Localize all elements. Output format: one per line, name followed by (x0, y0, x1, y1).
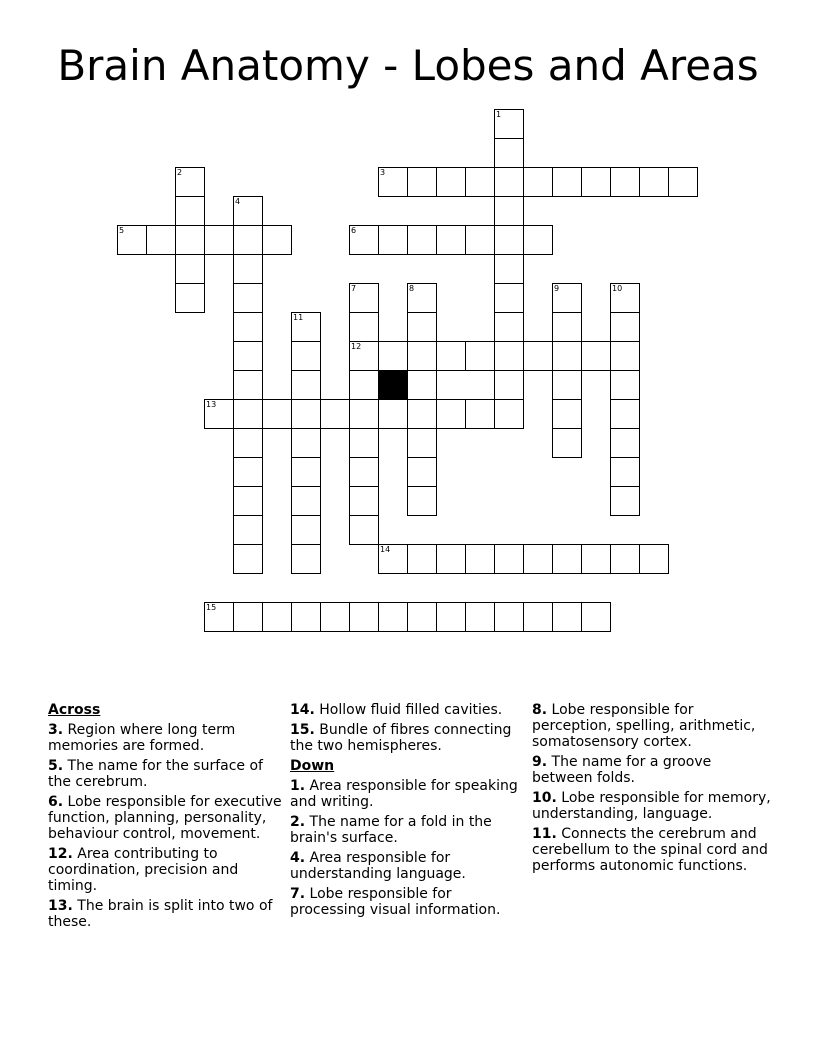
cell-number: 12 (351, 342, 362, 351)
clue-down-9 (532, 754, 772, 786)
grid-cell[interactable] (494, 196, 524, 226)
grid-cell[interactable] (378, 167, 408, 197)
clues-column-2 (290, 702, 525, 922)
grid-cell[interactable] (233, 312, 263, 342)
clue-down-2 (290, 814, 525, 846)
grid-cell[interactable] (523, 544, 553, 574)
grid-cell[interactable] (436, 544, 466, 574)
grid-cell[interactable] (378, 544, 408, 574)
grid-cell[interactable] (523, 341, 553, 371)
grid-cell[interactable] (233, 515, 263, 545)
grid-cell[interactable] (233, 254, 263, 284)
grid-cell[interactable] (175, 225, 205, 255)
grid-cell[interactable] (552, 283, 582, 313)
clue-text: The brain is split into two of these. (48, 898, 273, 930)
grid-cell[interactable] (610, 428, 640, 458)
black-square (378, 370, 408, 400)
clue-number: 10. (532, 790, 557, 806)
page-title: Brain Anatomy - Lobes and Areas (57, 41, 759, 90)
cell-number: 5 (119, 226, 125, 235)
grid-cell[interactable] (349, 428, 379, 458)
cell-number: 7 (351, 284, 357, 293)
grid-cell[interactable] (291, 341, 321, 371)
grid-cell[interactable] (407, 283, 437, 313)
clue-across-12 (48, 846, 283, 894)
cell-number: 9 (554, 284, 560, 293)
grid-cell[interactable] (610, 341, 640, 371)
grid-cell[interactable] (349, 602, 379, 632)
grid-cell[interactable] (523, 225, 553, 255)
grid-cell[interactable] (378, 341, 408, 371)
grid-cell[interactable] (494, 167, 524, 197)
clue-text: Area responsible for speaking and writing. (290, 778, 518, 810)
grid-cell[interactable] (610, 544, 640, 574)
clue-text: The name for a groove between folds. (532, 754, 712, 786)
grid-cell[interactable] (610, 312, 640, 342)
clue-text: Lobe responsible for processing visual information. (290, 886, 501, 918)
grid-cell[interactable] (407, 602, 437, 632)
grid-cell[interactable] (233, 370, 263, 400)
clue-number: 2. (290, 814, 306, 830)
grid-cell[interactable] (465, 544, 495, 574)
cell-number: 8 (409, 284, 415, 293)
clue-number: 9. (532, 754, 548, 770)
grid-cell[interactable] (291, 486, 321, 516)
grid-cell[interactable] (175, 254, 205, 284)
clue-down-1 (290, 778, 525, 810)
grid-cell[interactable] (581, 544, 611, 574)
grid-cell[interactable] (320, 602, 350, 632)
grid-cell[interactable] (262, 602, 292, 632)
grid-cell[interactable] (407, 370, 437, 400)
grid-cell[interactable] (494, 544, 524, 574)
clue-down-4 (290, 850, 525, 882)
grid-cell[interactable] (494, 399, 524, 429)
grid-cell[interactable] (291, 428, 321, 458)
across-header: Across (48, 702, 101, 718)
grid-cell[interactable] (349, 341, 379, 371)
grid-cell[interactable] (407, 225, 437, 255)
grid-cell[interactable] (436, 602, 466, 632)
clue-number: 14. (290, 702, 315, 718)
grid-cell[interactable] (204, 602, 234, 632)
grid-cell[interactable] (233, 544, 263, 574)
grid-cell[interactable] (349, 457, 379, 487)
clue-across-15 (290, 722, 525, 754)
grid-cell[interactable] (552, 341, 582, 371)
grid-cell[interactable] (349, 225, 379, 255)
grid-cell[interactable] (233, 283, 263, 313)
grid-cell[interactable] (494, 283, 524, 313)
clue-across-5 (48, 758, 283, 790)
cell-number: 3 (380, 168, 386, 177)
cell-number: 14 (380, 545, 391, 554)
clue-text: Connects the cerebrum and cerebellum to the spinal cord and performs autonomic functions. (532, 826, 768, 874)
grid-cell[interactable] (349, 283, 379, 313)
grid-cell[interactable] (146, 225, 176, 255)
grid-cell[interactable] (233, 457, 263, 487)
grid-cell[interactable] (494, 225, 524, 255)
grid-cell[interactable] (552, 544, 582, 574)
grid-cell[interactable] (291, 515, 321, 545)
grid-cell[interactable] (494, 602, 524, 632)
grid-cell[interactable] (668, 167, 698, 197)
grid-cell[interactable] (436, 167, 466, 197)
grid-cell[interactable] (610, 399, 640, 429)
grid-cell[interactable] (610, 486, 640, 516)
grid-cell[interactable] (465, 602, 495, 632)
grid-cell[interactable] (233, 428, 263, 458)
grid-cell[interactable] (494, 138, 524, 168)
grid-cell[interactable] (204, 225, 234, 255)
grid-cell[interactable] (262, 399, 292, 429)
grid-cell[interactable] (204, 399, 234, 429)
clue-number: 1. (290, 778, 306, 794)
clue-down-10 (532, 790, 772, 822)
clue-text: Lobe responsible for memory, understanding, language. (532, 790, 771, 822)
clue-across-13 (48, 898, 283, 930)
grid-cell[interactable] (610, 457, 640, 487)
clue-number: 13. (48, 898, 73, 914)
grid-cell[interactable] (407, 312, 437, 342)
clue-text: Area contributing to coordination, precision and timing. (48, 846, 239, 894)
grid-cell[interactable] (465, 225, 495, 255)
grid-cell[interactable] (175, 196, 205, 226)
grid-cell[interactable] (610, 370, 640, 400)
grid-cell[interactable] (552, 399, 582, 429)
cell-number: 4 (235, 197, 241, 206)
grid-cell[interactable] (175, 283, 205, 313)
grid-cell[interactable] (407, 428, 437, 458)
clues-column-3 (532, 702, 772, 878)
clues-column-1 (48, 702, 283, 934)
clue-number: 5. (48, 758, 64, 774)
grid-cell[interactable] (465, 167, 495, 197)
clue-text: Hollow fluid filled cavities. (319, 702, 503, 718)
grid-cell[interactable] (233, 399, 263, 429)
grid-cell[interactable] (523, 602, 553, 632)
clue-across-6 (48, 794, 283, 842)
clue-across-3 (48, 722, 283, 754)
cell-number: 15 (206, 603, 217, 612)
grid-cell[interactable] (291, 457, 321, 487)
grid-cell[interactable] (465, 341, 495, 371)
grid-cell[interactable] (175, 167, 205, 197)
grid-cell[interactable] (581, 167, 611, 197)
grid-cell[interactable] (552, 602, 582, 632)
clue-text: Region where long term memories are formed. (48, 722, 236, 754)
cell-number: 1 (496, 110, 502, 119)
clue-number: 3. (48, 722, 64, 738)
grid-cell[interactable] (320, 399, 350, 429)
cell-number: 6 (351, 226, 357, 235)
grid-cell[interactable] (407, 486, 437, 516)
clue-down-7 (290, 886, 525, 918)
grid-cell[interactable] (494, 312, 524, 342)
grid-cell[interactable] (407, 399, 437, 429)
grid-cell[interactable] (494, 370, 524, 400)
grid-cell[interactable] (436, 225, 466, 255)
grid-cell[interactable] (233, 486, 263, 516)
clue-text: The name for the surface of the cerebrum. (48, 758, 263, 790)
cell-number: 11 (293, 313, 304, 322)
grid-cell[interactable] (349, 399, 379, 429)
grid-cell[interactable] (407, 544, 437, 574)
clue-number: 7. (290, 886, 306, 902)
grid-cell[interactable] (291, 602, 321, 632)
grid-cell[interactable] (233, 602, 263, 632)
grid-cell[interactable] (581, 602, 611, 632)
clue-text: Bundle of fibres connecting the two hemispheres. (290, 722, 512, 754)
clue-number: 6. (48, 794, 64, 810)
clue-text: Lobe responsible for perception, spelling, arithmetic, somatosensory cortex. (532, 702, 756, 750)
grid-cell[interactable] (581, 341, 611, 371)
grid-cell[interactable] (117, 225, 147, 255)
grid-cell[interactable] (465, 399, 495, 429)
grid-cell[interactable] (610, 283, 640, 313)
clue-across-14 (290, 702, 525, 718)
clue-number: 12. (48, 846, 73, 862)
grid-cell[interactable] (494, 341, 524, 371)
grid-cell[interactable] (378, 399, 408, 429)
cell-number: 2 (177, 168, 183, 177)
grid-cell[interactable] (436, 399, 466, 429)
grid-cell[interactable] (407, 341, 437, 371)
grid-cell[interactable] (378, 225, 408, 255)
cell-number: 13 (206, 400, 217, 409)
grid-cell[interactable] (233, 341, 263, 371)
clue-text: The name for a fold in the brain's surface. (290, 814, 492, 846)
clue-number: 8. (532, 702, 548, 718)
grid-cell[interactable] (233, 225, 263, 255)
clue-down-8 (532, 702, 772, 750)
grid-cell[interactable] (262, 225, 292, 255)
cell-number: 10 (612, 284, 623, 293)
grid-cell[interactable] (349, 515, 379, 545)
grid-cell[interactable] (233, 196, 263, 226)
grid-cell[interactable] (349, 486, 379, 516)
grid-cell[interactable] (639, 167, 669, 197)
grid-cell[interactable] (494, 109, 524, 139)
grid-cell[interactable] (552, 370, 582, 400)
grid-cell[interactable] (494, 254, 524, 284)
clue-text: Area responsible for understanding language. (290, 850, 466, 882)
grid-cell[interactable] (552, 428, 582, 458)
grid-cell[interactable] (610, 167, 640, 197)
grid-cell[interactable] (523, 167, 553, 197)
grid-cell[interactable] (291, 399, 321, 429)
grid-cell[interactable] (349, 370, 379, 400)
clue-number: 4. (290, 850, 306, 866)
grid-cell[interactable] (349, 312, 379, 342)
grid-cell[interactable] (378, 602, 408, 632)
grid-cell[interactable] (291, 370, 321, 400)
down-header: Down (290, 758, 335, 774)
grid-cell[interactable] (552, 312, 582, 342)
grid-cell[interactable] (639, 544, 669, 574)
clue-text: Lobe responsible for executive function, planning, personality, behaviour control, movement. (48, 794, 282, 842)
grid-cell[interactable] (407, 457, 437, 487)
grid-cell[interactable] (552, 167, 582, 197)
grid-cell[interactable] (436, 341, 466, 371)
grid-cell[interactable] (291, 544, 321, 574)
clue-down-11 (532, 826, 772, 874)
grid-cell[interactable] (407, 167, 437, 197)
grid-cell[interactable] (291, 312, 321, 342)
clue-number: 11. (532, 826, 557, 842)
clue-number: 15. (290, 722, 315, 738)
